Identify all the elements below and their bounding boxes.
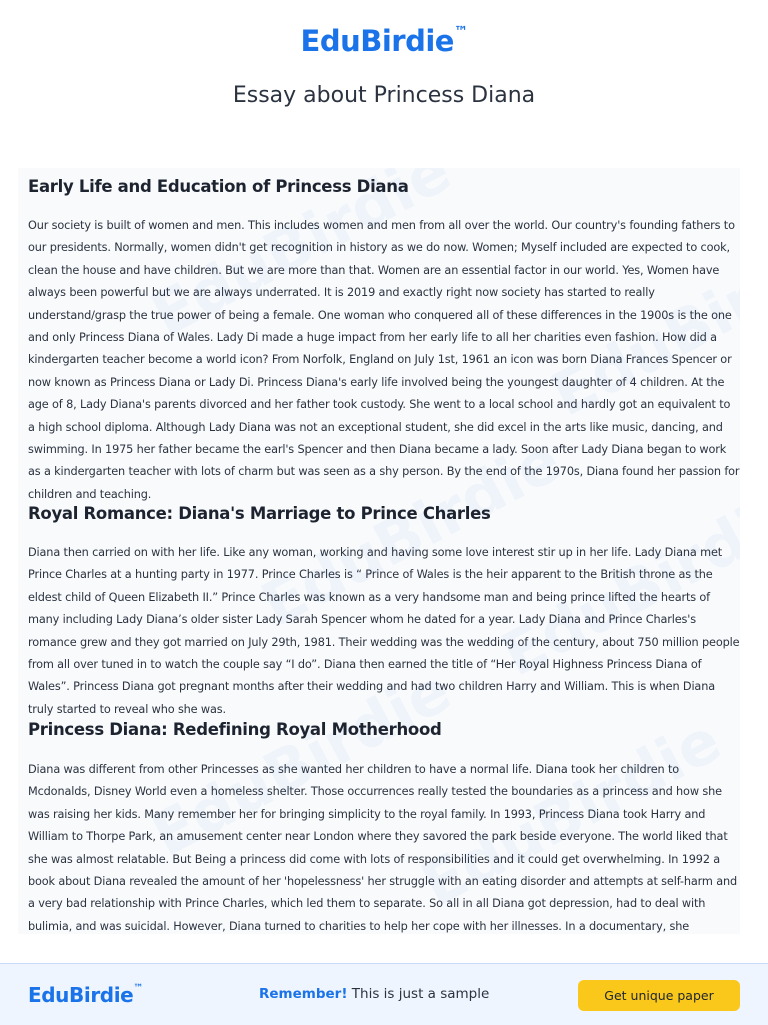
- essay-content: [18, 168, 740, 934]
- get-unique-paper-button[interactable]: Get unique paper: [578, 980, 740, 1011]
- edubirdie-logo[interactable]: [0, 24, 768, 58]
- remember-text: This is just a sample: [347, 986, 490, 1002]
- section-paragraph: Our society is built of women and men. This includes women and men from all over the world. Our country's founding fathers to our presidents. Normally, women didn't get recognition in history as we do now. Women; Myself included are expected to cook, clean the house and have children. But we are more than that. Women are an essential factor in our world. Yes, Women have always been powerful but we are always underrated. It is 2019 and exactly right now society has started to really understand/grasp the true power of being a female. One woman who conquered all of these differences in the 1900s is the one and only Princess Diana of Wales. Lady Di made a huge impact from her early life to all her charities even fashion. How did a kindergarten teacher become a world icon? From Norfolk, England on July 1st, 1961 an icon was born Diana Frances Spencer or now known as Princess Diana or Lady Di. Princess Diana's early life involved being the youngest daughter of 4 children. At the age of 8, Lady Diana's parents divorced and her father took custody. She went to a local school and hardly got an equivalent to a high school diploma. Although Lady Diana was not an exceptional student, she did excel in the arts like music, dancing, and swimming. In 1975 her father became the earl's Spencer and then Diana became a lady. Soon after Lady Diana began to work as a kindergarten teacher with lots of charm but was seen as a shy person. By the end of the 1970s, Diana found her passion for children and teaching.: [28, 219, 740, 501]
- section-heading: Early Life and Education of Princess Diana: [28, 177, 409, 196]
- section-heading: Princess Diana: Redefining Royal Motherhood: [28, 720, 442, 739]
- logo-trademark: ™: [453, 24, 468, 41]
- remember-highlight: Remember!: [259, 986, 348, 1002]
- footer-logo[interactable]: [28, 983, 143, 1007]
- section-heading: Royal Romance: Diana's Marriage to Prince Charles: [28, 504, 491, 523]
- page-title: Essay about Princess Diana: [232, 83, 536, 108]
- page-header: [0, 0, 768, 140]
- sample-footer-bar: [0, 963, 768, 1025]
- section-paragraph: Diana then carried on with her life. Like any woman, working and having some love interest stir up in her life. Lady Diana met Prince Charles at a hunting party in 1977. Prince Charles is “ Prince of Wales is the heir apparent to the British throne as the eldest child of Queen Elizabeth II.” Prince Charles was known as a very handsome man and being prince lifted the hearts of many including Lady Diana’s older sister Lady Sarah Spencer whom he dated for a year. Lady Diana and Prince Charles's romance grew and they got married on July 29th, 1981. Their wedding was the wedding of the century, about 750 million people from all over tuned in to watch the couple say “I do”. Diana then earned the title of “Her Royal Highness Princess Diana of Wales”. Princess Diana got pregnant months after their wedding and had two children Harry and William. This is when Diana truly started to reveal who she was.: [28, 546, 740, 716]
- footer-logo-text: EduBirdie: [28, 983, 134, 1007]
- sample-notice: [259, 986, 489, 1002]
- section-paragraph: Diana was different from other Princesses as she wanted her children to have a normal life. Diana took her children to Mcdonalds, Disney World even a homeless shelter. Those occurrences really tested the boundaries as a princess and how she was raising her kids. Many remember her for bringing simplicity to the royal family. In 1993, Princess Diana took Harry and William to Thorpe Park, an amusement center near London where they savored the park beside everyone. The world liked that she was almost relatable. But Being a princess did come with lots of responsibilities and it could get overwhelming. In 1992 a book about Diana revealed the amount of her 'hopelessness' her struggle with an eating disorder and attempts at self-harm and a very bad relationship with Prince Charles, which led them to separate. So all in all Diana got depression, had to deal with bulimia, and was suicidal. However, Diana turned to charities to help her cope with her illnesses. In a documentary, she: [28, 763, 738, 933]
- footer-logo-trademark: ™: [133, 983, 143, 995]
- logo-text: EduBirdie: [300, 24, 454, 58]
